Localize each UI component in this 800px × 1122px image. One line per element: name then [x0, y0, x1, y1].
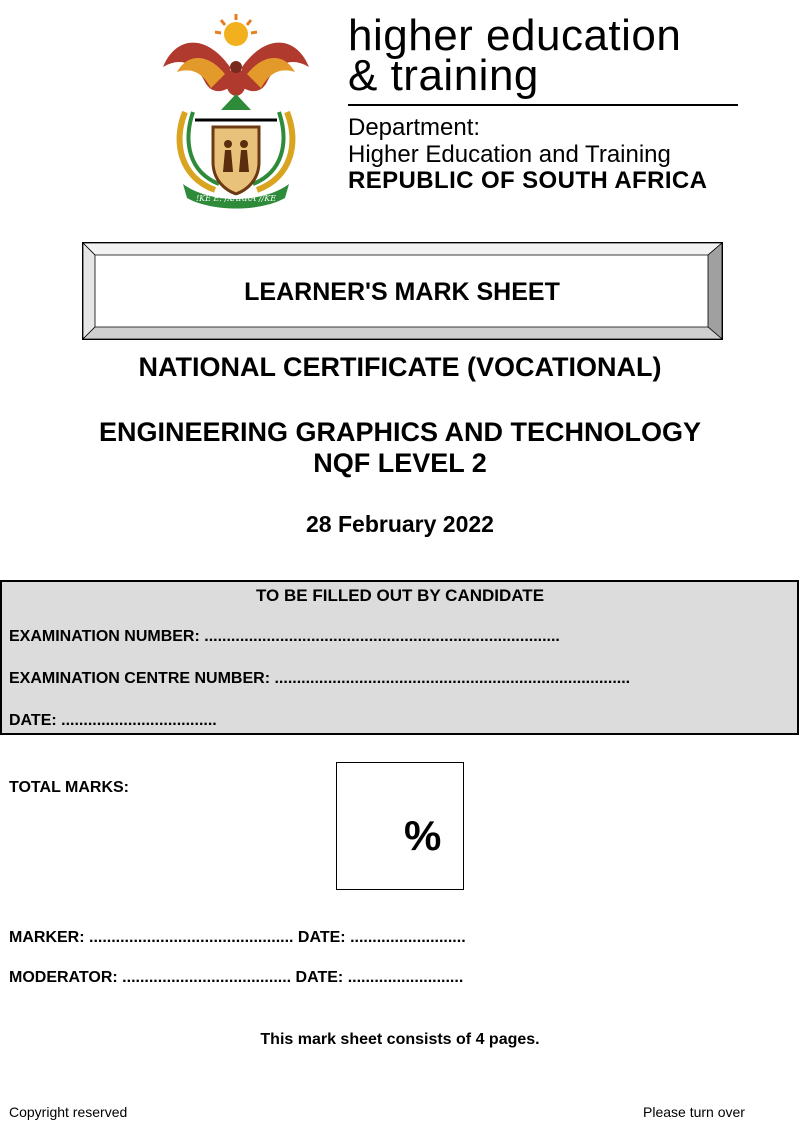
marker-signoff-field[interactable]: MARKER: .............................................. DATE: .......................... [9, 929, 466, 946]
certificate-heading: NATIONAL CERTIFICATE (VOCATIONAL) [138, 352, 662, 382]
footer-turn-over: Please turn over [643, 1104, 745, 1120]
coat-of-arms-logo [155, 12, 317, 210]
document-title: LEARNER'S MARK SHEET [244, 278, 560, 306]
brand-title-line1: higher education [348, 11, 682, 60]
examination-centre-number-field[interactable]: EXAMINATION CENTRE NUMBER: ................................................................................ [9, 670, 631, 687]
department-name: Higher Education and Training [348, 141, 671, 168]
candidate-box-heading: TO BE FILLED OUT BY CANDIDATE [255, 586, 545, 605]
subject-heading: ENGINEERING GRAPHICS AND TECHNOLOGY [98, 417, 702, 447]
footer-copyright: Copyright reserved [9, 1104, 128, 1120]
candidate-date-field[interactable]: DATE: ................................... [9, 712, 217, 729]
level-heading: NQF LEVEL 2 [313, 448, 487, 478]
brand-title-line2: & training [348, 51, 539, 100]
country-name: REPUBLIC OF SOUTH AFRICA [348, 167, 708, 194]
percent-sign: % [404, 812, 442, 859]
total-marks-box[interactable] [336, 762, 464, 890]
svg-text:!KE E: /XARRA //KE: !KE E: /XARRA //KE [195, 194, 277, 203]
department-label: Department: [348, 114, 481, 141]
page-count-note: This mark sheet consists of 4 pages. [260, 1031, 540, 1048]
moderator-signoff-field[interactable]: MODERATOR: ...................................... DATE: .......................... [9, 969, 464, 986]
exam-date: 28 February 2022 [306, 511, 494, 537]
brand-divider [348, 104, 738, 106]
total-marks-label: TOTAL MARKS: [9, 779, 129, 796]
examination-number-field[interactable]: EXAMINATION NUMBER: ................................................................................ [9, 628, 560, 645]
